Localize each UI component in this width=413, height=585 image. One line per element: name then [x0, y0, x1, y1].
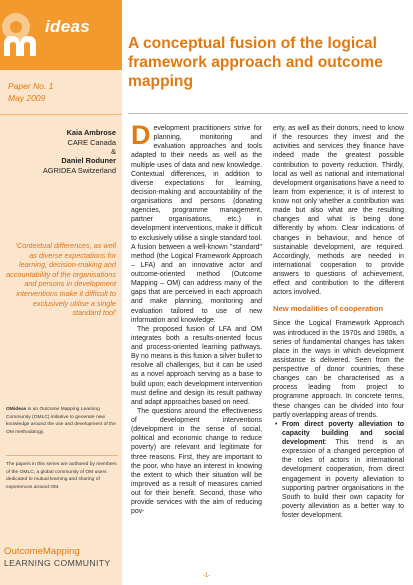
brand-line-2: LEARNING COMMUNITY [4, 557, 111, 568]
about-text: is an Outcome Mapping Learning Community (OMLC) initiative to generate new knowledge around the use and development of the OM methodology. [6, 407, 116, 435]
olmc-brand [4, 547, 120, 568]
paper-date: May 2009 [8, 93, 46, 103]
paper-number: Paper No. 1 [8, 81, 54, 91]
bullet-list [273, 420, 404, 520]
paragraph [131, 124, 262, 325]
sidebar-divider [0, 114, 122, 115]
page-number: -1- [202, 573, 211, 579]
author-1-org: CARE Canada [67, 137, 116, 147]
brand-line-1: OutcomeMapping [4, 546, 80, 557]
page-title: A conceptual fusion of the logical framework approach and outcome mapping [128, 35, 383, 90]
author-1-name: Kaia Ambrose [66, 128, 116, 137]
section-heading: New modalities of cooperation [273, 304, 384, 314]
pull-quote: 'Contextual differences, as well as diverse expectations for learning, decision-making and accountability of the organisations and persons in development interventions make it difficult to exclusively utilise a single standard tool' [6, 241, 116, 318]
drop-cap: D [131, 124, 151, 150]
paragraph: The questions around the effectiveness of development interventions (development in the sense of social, political and economic change to reduce poverty) are relevant and legitimate for three reasons. First, they are important to the poor, who have an interest in knowing the extent to which their situation will be improved as a result of measures carried out for their benefit. Second, those who provide services with the aim of reducing pov- [131, 407, 262, 516]
sidebar [0, 0, 122, 585]
author-2 [43, 156, 116, 175]
author-2-org: AGRIDEA Switzerland [42, 165, 116, 175]
logo-wordmark: ideas [45, 17, 90, 36]
paragraph: The proposed fusion of LFA and OM integrates both a results-oriented focus and process-oriented learning pathways. By no means is this fusion a silver bullet to resolve all challenges, but it can be used as a novel approach serving as a base to build upon; each development intervention must define and design its result pathway and adapt approaches based on need. [131, 325, 262, 406]
title-divider [128, 113, 408, 114]
bullet-lead: From direct poverty alleviation to capacity building and social development [282, 420, 404, 446]
body-column-1 [131, 124, 262, 564]
body-column-2 [273, 124, 404, 574]
about-lead: OMideas [6, 407, 27, 412]
about-omideas [6, 406, 118, 436]
paragraph-text: evelopment practitioners strive for planning, monitoring and evaluation approaches and tools adapted to their needs as well as the multiple uses of data and new knowledge. Contextual differences, in addition to diverse expectations for learning, decision-making and accountability of the organisations and persons (donating agencies, programme management, partner organisations, etc.) in development interventions, make it difficult to exclusively utilise a single standard tool. A fusion between a well-known "standard" method (the Logical Framework Approach – LFA) and an innovative actor and outcome-oriented method (Outcome Mapping – OM) can address many of the gaps that are perceived in each approach and make planning, monitoring and evaluation tailored to use of new information and knowledge. [131, 125, 262, 324]
author-1 [67, 128, 116, 147]
paragraph: Since the Logical Framework Approach was introduced in the 1970s and 1980s, a series of fundamental changes has taken place in the ways in which development assistance is delivered. Seen from the perspective of donor countries, these changes can be characterised as a process leading from project to programme approach. In concrete terms, these changes can be divided into four partly overlapping areas of trends. [273, 320, 404, 419]
about-divider [6, 455, 118, 456]
list-item [282, 420, 404, 520]
author-2-name: Daniel Roduner [61, 156, 116, 165]
bullet-text: : This trend is an expression of a changed perception of the roles of actors in international development cooperation, from direct engagement in poverty alleviation to supporting partner organisations in the South to build their own capacity for poverty alleviation as a better way to foster development. [282, 439, 404, 519]
paragraph: erty, as well as their donors, need to know if the resources they invest and the activities and services they finance have indeed made the greatest possible contribution to poverty reduction. Thirdly, local as well as national and international development organisations have a need to learn from experience; it is of interest to know not only whether a contribution was made but also what are the resulting changes and what is being done differently by whom. Clear indications of changes in behaviour, and hence of sustainable development, are required. Accordingly, methods are needed in international cooperation to provide answers to questions of achievement, effect and contribution to the different actors involved. [273, 125, 404, 297]
author-separator: & [111, 147, 116, 156]
series-note: The papers in this series are authored by members of the OMLC, a global community of OM users dedicated to mutual learning and sharing of experiences around OM. [6, 462, 117, 490]
